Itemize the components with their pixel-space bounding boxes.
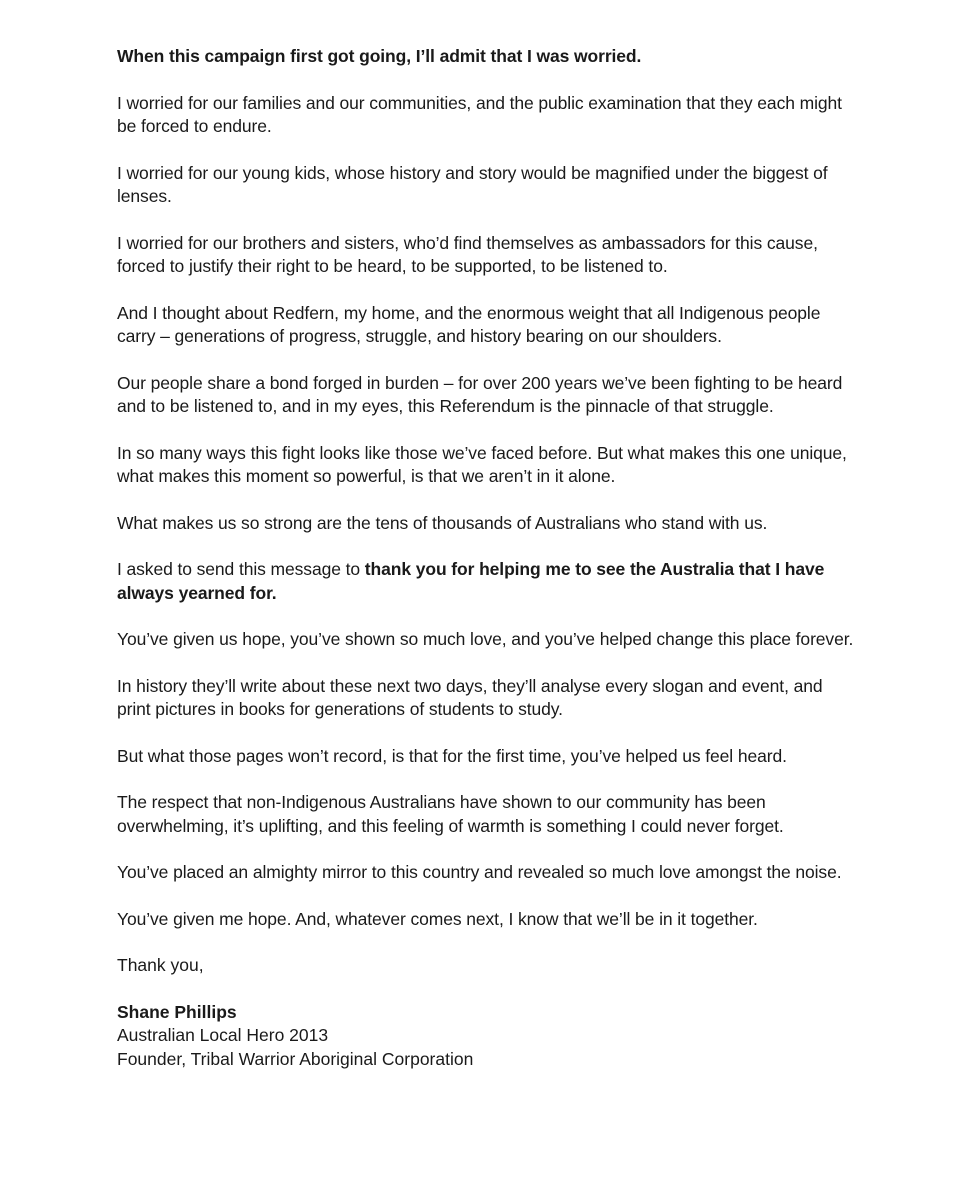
signature-block [117,1001,860,1072]
thanks-prefix: I asked to send this message to [117,559,365,579]
paragraph: I worried for our young kids, whose history and story would be magnified under the biggest of lenses. [117,162,828,206]
paragraph: The respect that non-Indigenous Australians have shown to our community has been overwhelming, it’s uplifting, and this feeling of warmth is something I could never forget. [117,792,784,836]
paragraph: I worried for our families and our communities, and the public examination that they each might be forced to endure. [117,92,842,136]
signature-organization: Founder, Tribal Warrior Aboriginal Corporation [117,1048,474,1069]
thanks-bold-text: thank you for helping me to see the Australia that I have always yearned for. [117,559,825,603]
paragraph: You’ve given me hope. And, whatever comes next, I know that we’ll be in it together. [117,908,758,929]
opening-line: When this campaign first got going, I’ll admit that I was worried. [117,46,642,66]
paragraph: In history they’ll write about these next two days, they’ll analyse every slogan and event, and print pictures in books for generations of students to study. [117,675,823,719]
paragraph: But what those pages won’t record, is that for the first time, you’ve helped us feel heard. [117,745,787,766]
paragraph: Our people share a bond forged in burden – for over 200 years we’ve been fighting to be heard and to be listened to, and in my eyes, this Referendum is the pinnacle of that struggle. [117,372,843,416]
paragraph: And I thought about Redfern, my home, and the enormous weight that all Indigenous people carry – generations of progress, struggle, and history bearing on our shoulders. [117,302,821,346]
paragraph: You’ve given us hope, you’ve shown so much love, and you’ve helped change this place forever. [117,629,854,649]
signature-title: Australian Local Hero 2013 [117,1025,329,1045]
paragraph: You’ve placed an almighty mirror to this country and revealed so much love amongst the noise. [117,862,842,882]
signature-name: Shane Phillips [117,1001,237,1022]
paragraph: What makes us so strong are the tens of thousands of Australians who stand with us. [117,512,768,533]
paragraph: I worried for our brothers and sisters, who’d find themselves as ambassadors for this cause, forced to justify their right to be heard, to be supported, to be listened to. [117,232,818,276]
thanks-paragraph [117,558,860,605]
paragraph: In so many ways this fight looks like those we’ve faced before. But what makes this one unique, what makes this moment so powerful, is that we aren’t in it alone. [117,442,847,486]
closing-line: Thank you, [117,955,204,975]
